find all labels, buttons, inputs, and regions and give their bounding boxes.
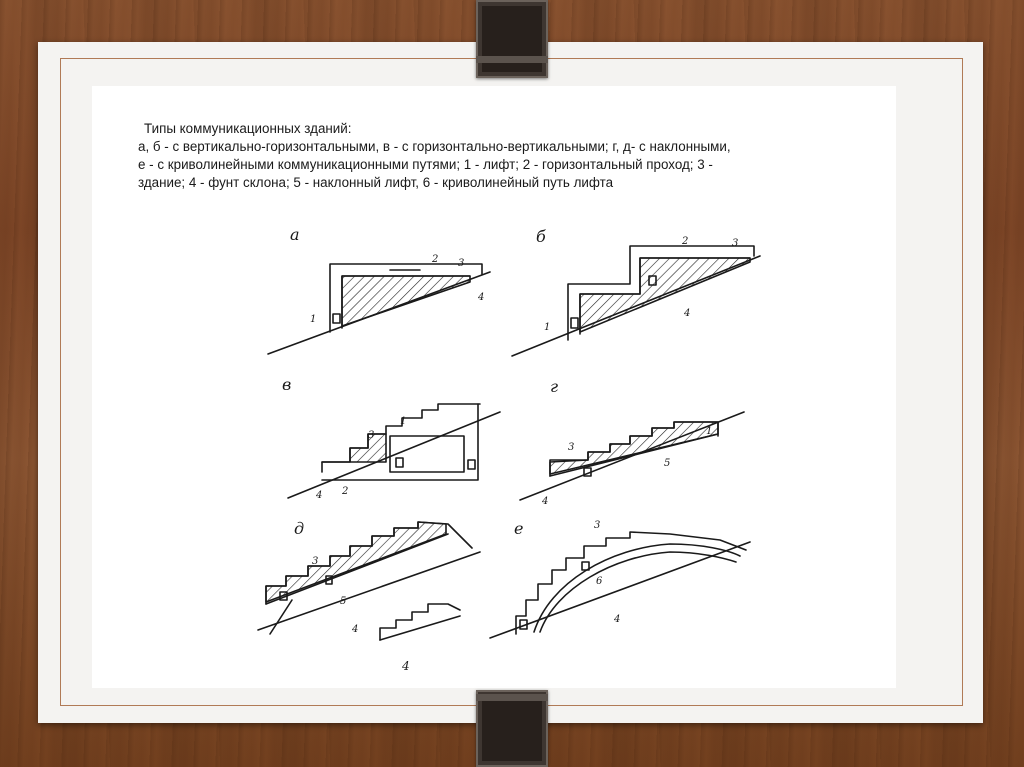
figure-e-label-3: 3 bbox=[594, 520, 601, 531]
figure-v-label-4: 4 bbox=[316, 490, 323, 501]
bottom-binder-clip bbox=[476, 690, 548, 767]
figure-v-label-1: 1 bbox=[400, 416, 407, 427]
figure-a bbox=[268, 225, 490, 354]
figure-e-label-6: 6 bbox=[596, 576, 603, 587]
figure-d-label-3: 3 bbox=[312, 556, 319, 567]
figure-b-label-1: 1 bbox=[544, 322, 551, 333]
figure-d-label-4: 4 bbox=[352, 624, 359, 635]
figure-g-label-1: 1 bbox=[706, 426, 713, 437]
figure-b bbox=[512, 227, 760, 356]
top-binder-clip bbox=[476, 0, 548, 78]
figure-v-letter: в bbox=[282, 375, 292, 394]
figure-b-letter: б bbox=[536, 227, 546, 246]
figure-e-letter: е bbox=[514, 519, 524, 538]
figure-e-label-4: 4 bbox=[614, 614, 621, 625]
figure-d-letter: д bbox=[294, 519, 305, 538]
figure-a-label-1: 1 bbox=[310, 314, 317, 325]
figure-b-label-2: 2 bbox=[682, 236, 689, 247]
figure-d-label-5: 5 bbox=[340, 596, 347, 607]
figure-v-label-3: 3 bbox=[368, 430, 375, 441]
communication-buildings-diagram bbox=[250, 222, 770, 678]
figure-a-label-3: 3 bbox=[458, 258, 465, 269]
figure-a-letter: а bbox=[290, 225, 300, 244]
figure-e bbox=[490, 519, 750, 638]
figure-a-label-2: 2 bbox=[432, 254, 439, 265]
figure-a-label-4: 4 bbox=[478, 292, 485, 303]
figure-g-label-5: 5 bbox=[664, 458, 671, 469]
figure-d-label-4b: 4 bbox=[402, 659, 410, 673]
caption-line-3: здание; 4 - фунт склона; 5 - наклонный лифт, 6 - криволинейный путь лифта bbox=[138, 175, 614, 190]
figure-g bbox=[520, 377, 744, 507]
figure-g-label-4: 4 bbox=[542, 496, 549, 507]
caption-line-1: а, б - с вертикально-горизонтальными, в - с горизонтально-вертикальными; г, д- с наклонными, bbox=[138, 139, 731, 154]
figure-v bbox=[282, 375, 500, 501]
figure-b-label-3: 3 bbox=[732, 238, 739, 249]
figure-g-letter: г bbox=[550, 377, 559, 396]
figure-g-label-3: 3 bbox=[568, 442, 575, 453]
caption-line-2: е - с криволинейными коммуникационными путями; 1 - лифт; 2 - горизонтальный проход; 3 - bbox=[138, 157, 713, 172]
figure-caption bbox=[138, 120, 858, 192]
caption-title: Типы коммуникационных зданий: bbox=[144, 121, 352, 136]
figure-b-label-4: 4 bbox=[684, 308, 691, 319]
figure-d bbox=[258, 519, 480, 673]
figure-v-label-2: 2 bbox=[342, 486, 349, 497]
